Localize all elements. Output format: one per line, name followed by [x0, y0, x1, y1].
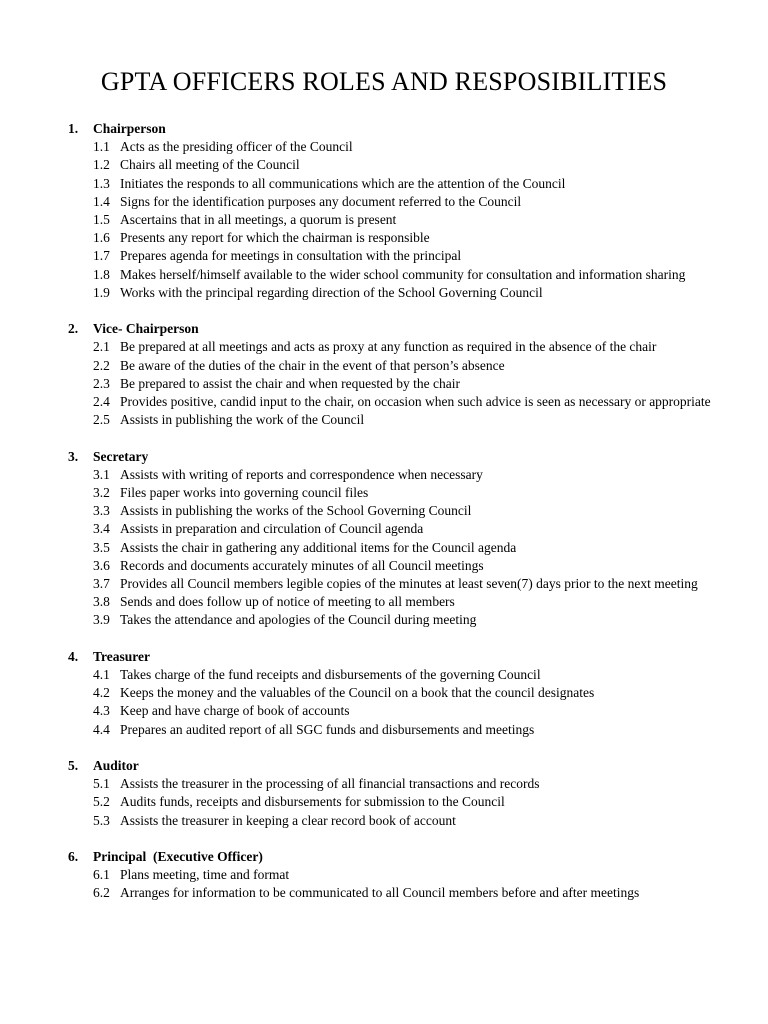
item-text: Assists in publishing the works of the School Governing Council	[120, 503, 472, 519]
item-number: 6.1	[93, 867, 110, 883]
item-list	[68, 866, 721, 902]
item-number: 2.1	[93, 339, 110, 355]
page-title: GPTA OFFICERS ROLES AND RESPOSIBILITIES	[100, 67, 668, 96]
section-number: 3.	[68, 448, 79, 464]
list-item	[68, 666, 721, 684]
list-item	[68, 866, 721, 884]
item-number: 1.9	[93, 284, 110, 300]
section-heading	[68, 320, 721, 338]
item-number: 2.3	[93, 375, 110, 391]
item-number: 1.4	[93, 193, 110, 209]
item-text: Files paper works into governing council files	[120, 484, 369, 500]
section-heading	[68, 648, 721, 666]
list-item	[68, 411, 721, 429]
item-number: 3.4	[93, 521, 110, 537]
item-list	[68, 338, 721, 429]
list-item	[68, 466, 721, 484]
item-number: 1.7	[93, 248, 110, 264]
item-number: 3.6	[93, 557, 110, 573]
section-number: 1.	[68, 121, 79, 136]
section-number: 2.	[68, 321, 79, 337]
list-item	[68, 502, 721, 520]
item-number: 3.8	[93, 594, 110, 610]
item-text: Presents any report for which the chairman is responsible	[120, 230, 430, 246]
item-text: Takes the attendance and apologies of the Council during meeting	[120, 612, 477, 628]
section-heading	[68, 120, 721, 138]
item-number: 4.4	[93, 721, 110, 737]
list-item	[68, 375, 721, 393]
section-heading	[68, 757, 721, 775]
list-item	[68, 684, 721, 702]
item-text: Ascertains that in all meetings, a quorum is present	[120, 212, 397, 227]
item-text: Audits funds, receipts and disbursements for submission to the Council	[120, 794, 505, 810]
section	[68, 320, 721, 429]
item-number: 1.3	[93, 175, 110, 191]
item-number: 1.6	[93, 230, 110, 246]
item-text: Takes charge of the fund receipts and disbursements of the governing Council	[120, 666, 541, 682]
list-item	[68, 175, 721, 193]
list-item	[68, 539, 721, 557]
list-item	[68, 138, 721, 156]
item-text: Provides positive, candid input to the chair, on occasion when such advice is seen as necessary or appropriate	[120, 394, 711, 409]
section-title: Chairperson	[93, 121, 166, 136]
item-number: 4.2	[93, 685, 110, 701]
section	[68, 120, 721, 302]
item-number: 4.3	[93, 703, 110, 719]
item-text: Keeps the money and the valuables of the Council on a book that the council designates	[120, 685, 595, 701]
list-item	[68, 593, 721, 611]
section-number: 6.	[68, 848, 79, 864]
list-item	[68, 284, 721, 302]
item-text: Chairs all meeting of the Council	[120, 157, 300, 173]
item-list	[68, 466, 721, 630]
section-number: 4.	[68, 648, 79, 664]
list-item	[68, 884, 721, 902]
item-number: 3.1	[93, 466, 110, 482]
item-text: Sends and does follow up of notice of meeting to all members	[120, 594, 455, 610]
item-number: 3.9	[93, 612, 110, 628]
item-number: 5.2	[93, 794, 110, 810]
list-item	[68, 793, 721, 811]
sections-list	[68, 120, 721, 921]
item-list	[68, 775, 721, 830]
item-text: Assists the treasurer in the processing of all financial transactions and records	[120, 776, 540, 792]
item-number: 1.2	[93, 157, 110, 173]
list-item	[68, 393, 721, 411]
list-item	[68, 721, 721, 739]
item-text: Prepares an audited report of all SGC funds and disbursements and meetings	[120, 721, 535, 737]
item-text: Assists in preparation and circulation of Council agenda	[120, 521, 424, 537]
item-text: Be prepared at all meetings and acts as proxy at any function as required in the absence of the chair	[120, 339, 657, 355]
item-text: Signs for the identification purposes any document referred to the Council	[120, 193, 522, 209]
item-text: Provides all Council members legible copies of the minutes at least seven(7) days prior to the next meeting	[120, 576, 698, 591]
list-item	[68, 266, 721, 284]
item-number: 3.7	[93, 576, 110, 591]
item-text: Arranges for information to be communicated to all Council members before and after meetings	[120, 885, 640, 901]
item-list	[68, 138, 721, 302]
list-item	[68, 611, 721, 629]
item-number: 2.2	[93, 357, 110, 373]
item-number: 1.8	[93, 266, 110, 282]
list-item	[68, 484, 721, 502]
list-item	[68, 211, 721, 229]
item-number: 3.5	[93, 539, 110, 555]
section-title: Auditor	[93, 757, 139, 773]
section-title: Vice- Chairperson	[93, 321, 199, 337]
section-title: Treasurer	[93, 648, 150, 664]
item-list	[68, 666, 721, 739]
item-number: 5.3	[93, 812, 110, 828]
section-title: Principal (Executive Officer)	[93, 848, 263, 864]
section-heading	[68, 848, 721, 866]
item-text: Makes herself/himself available to the wider school community for consultation and information sharing	[120, 266, 686, 282]
item-text: Assists the chair in gathering any additional items for the Council agenda	[120, 539, 517, 555]
list-item	[68, 338, 721, 356]
list-item	[68, 812, 721, 830]
item-text: Records and documents accurately minutes of all Council meetings	[120, 557, 484, 573]
item-number: 1.5	[93, 212, 110, 227]
list-item	[68, 229, 721, 247]
list-item	[68, 156, 721, 174]
section	[68, 448, 721, 630]
item-number: 5.1	[93, 776, 110, 792]
item-text: Be prepared to assist the chair and when requested by the chair	[120, 375, 460, 391]
section-number: 5.	[68, 757, 79, 773]
list-item	[68, 520, 721, 538]
item-number: 3.3	[93, 503, 110, 519]
list-item	[68, 702, 721, 720]
item-text: Assists in publishing the work of the Council	[120, 412, 365, 428]
item-number: 6.2	[93, 885, 110, 901]
item-number: 3.2	[93, 484, 110, 500]
section-title: Secretary	[93, 448, 149, 464]
list-item	[68, 193, 721, 211]
item-text: Works with the principal regarding direction of the School Governing Council	[120, 284, 543, 300]
list-item	[68, 557, 721, 575]
item-number: 1.1	[93, 139, 110, 155]
section	[68, 757, 721, 830]
item-text: Assists the treasurer in keeping a clear record book of account	[120, 812, 456, 828]
list-item	[68, 357, 721, 375]
item-text: Keep and have charge of book of accounts	[120, 703, 350, 719]
section	[68, 848, 721, 903]
section-heading	[68, 448, 721, 466]
section	[68, 648, 721, 739]
item-number: 2.5	[93, 412, 110, 428]
item-number: 4.1	[93, 666, 110, 682]
list-item	[68, 575, 721, 593]
item-number: 2.4	[93, 394, 110, 409]
item-text: Assists with writing of reports and correspondence when necessary	[120, 466, 483, 482]
list-item	[68, 775, 721, 793]
item-text: Be aware of the duties of the chair in the event of that person’s absence	[120, 357, 505, 373]
item-text: Acts as the presiding officer of the Council	[120, 139, 353, 155]
list-item	[68, 247, 721, 265]
item-text: Initiates the responds to all communications which are the attention of the Council	[120, 175, 566, 191]
item-text: Plans meeting, time and format	[120, 867, 290, 883]
item-text: Prepares agenda for meetings in consultation with the principal	[120, 248, 462, 264]
